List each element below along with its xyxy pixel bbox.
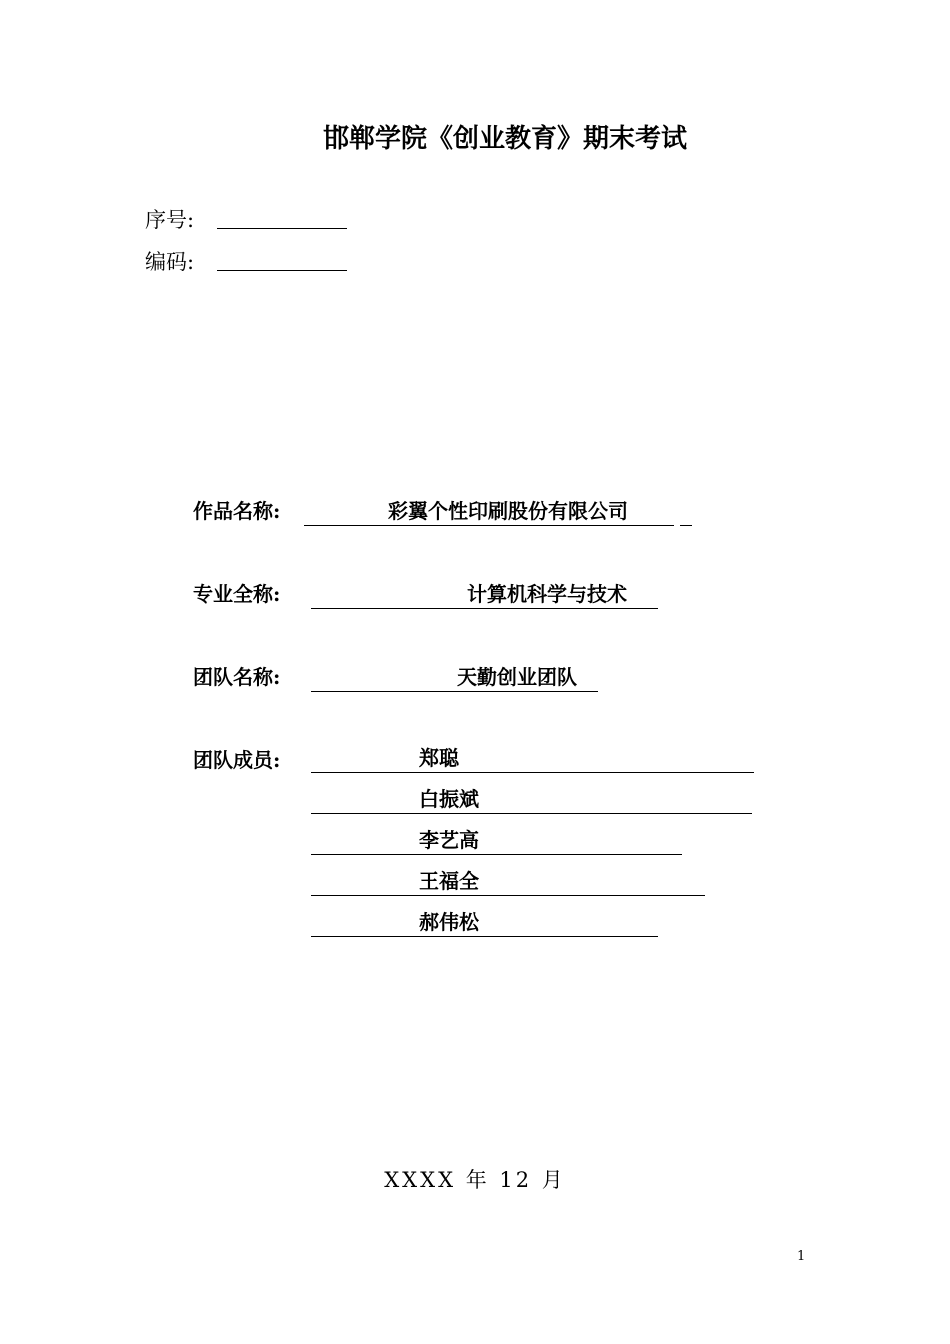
member-name: 李艺高 — [419, 828, 479, 852]
member-underline-1 — [311, 744, 754, 773]
major-label: 专业全称: — [193, 582, 281, 606]
code-blank — [217, 270, 347, 271]
serial-number-label: 序号: — [145, 208, 195, 232]
work-name-label: 作品名称: — [193, 499, 281, 523]
serial-number-row — [145, 206, 194, 234]
member-name: 郝伟松 — [419, 910, 479, 934]
code-label: 编码: — [145, 250, 195, 274]
member-underline-2 — [311, 785, 752, 814]
member-name: 郑聪 — [419, 746, 459, 770]
team-name-value: 天勤创业团队 — [457, 665, 577, 689]
page-title: 邯郸学院《创业教育》期末考试 — [322, 124, 687, 154]
major-value: 计算机科学与技术 — [467, 582, 627, 606]
exam-date: XXXX 年 12 月 — [384, 1168, 566, 1192]
member-underline-5 — [311, 908, 658, 937]
page-number: 1 — [797, 1249, 806, 1264]
serial-number-blank — [217, 228, 347, 229]
member-name: 王福全 — [419, 869, 479, 893]
team-name-label: 团队名称: — [193, 665, 281, 689]
code-row — [145, 248, 194, 276]
member-name: 白振斌 — [419, 787, 479, 811]
work-name-underline-tail — [680, 497, 692, 526]
work-name-value: 彩翼个性印刷股份有限公司 — [388, 499, 628, 523]
member-underline-3 — [311, 826, 682, 855]
team-members-label: 团队成员: — [193, 748, 281, 772]
member-underline-4 — [311, 867, 705, 896]
